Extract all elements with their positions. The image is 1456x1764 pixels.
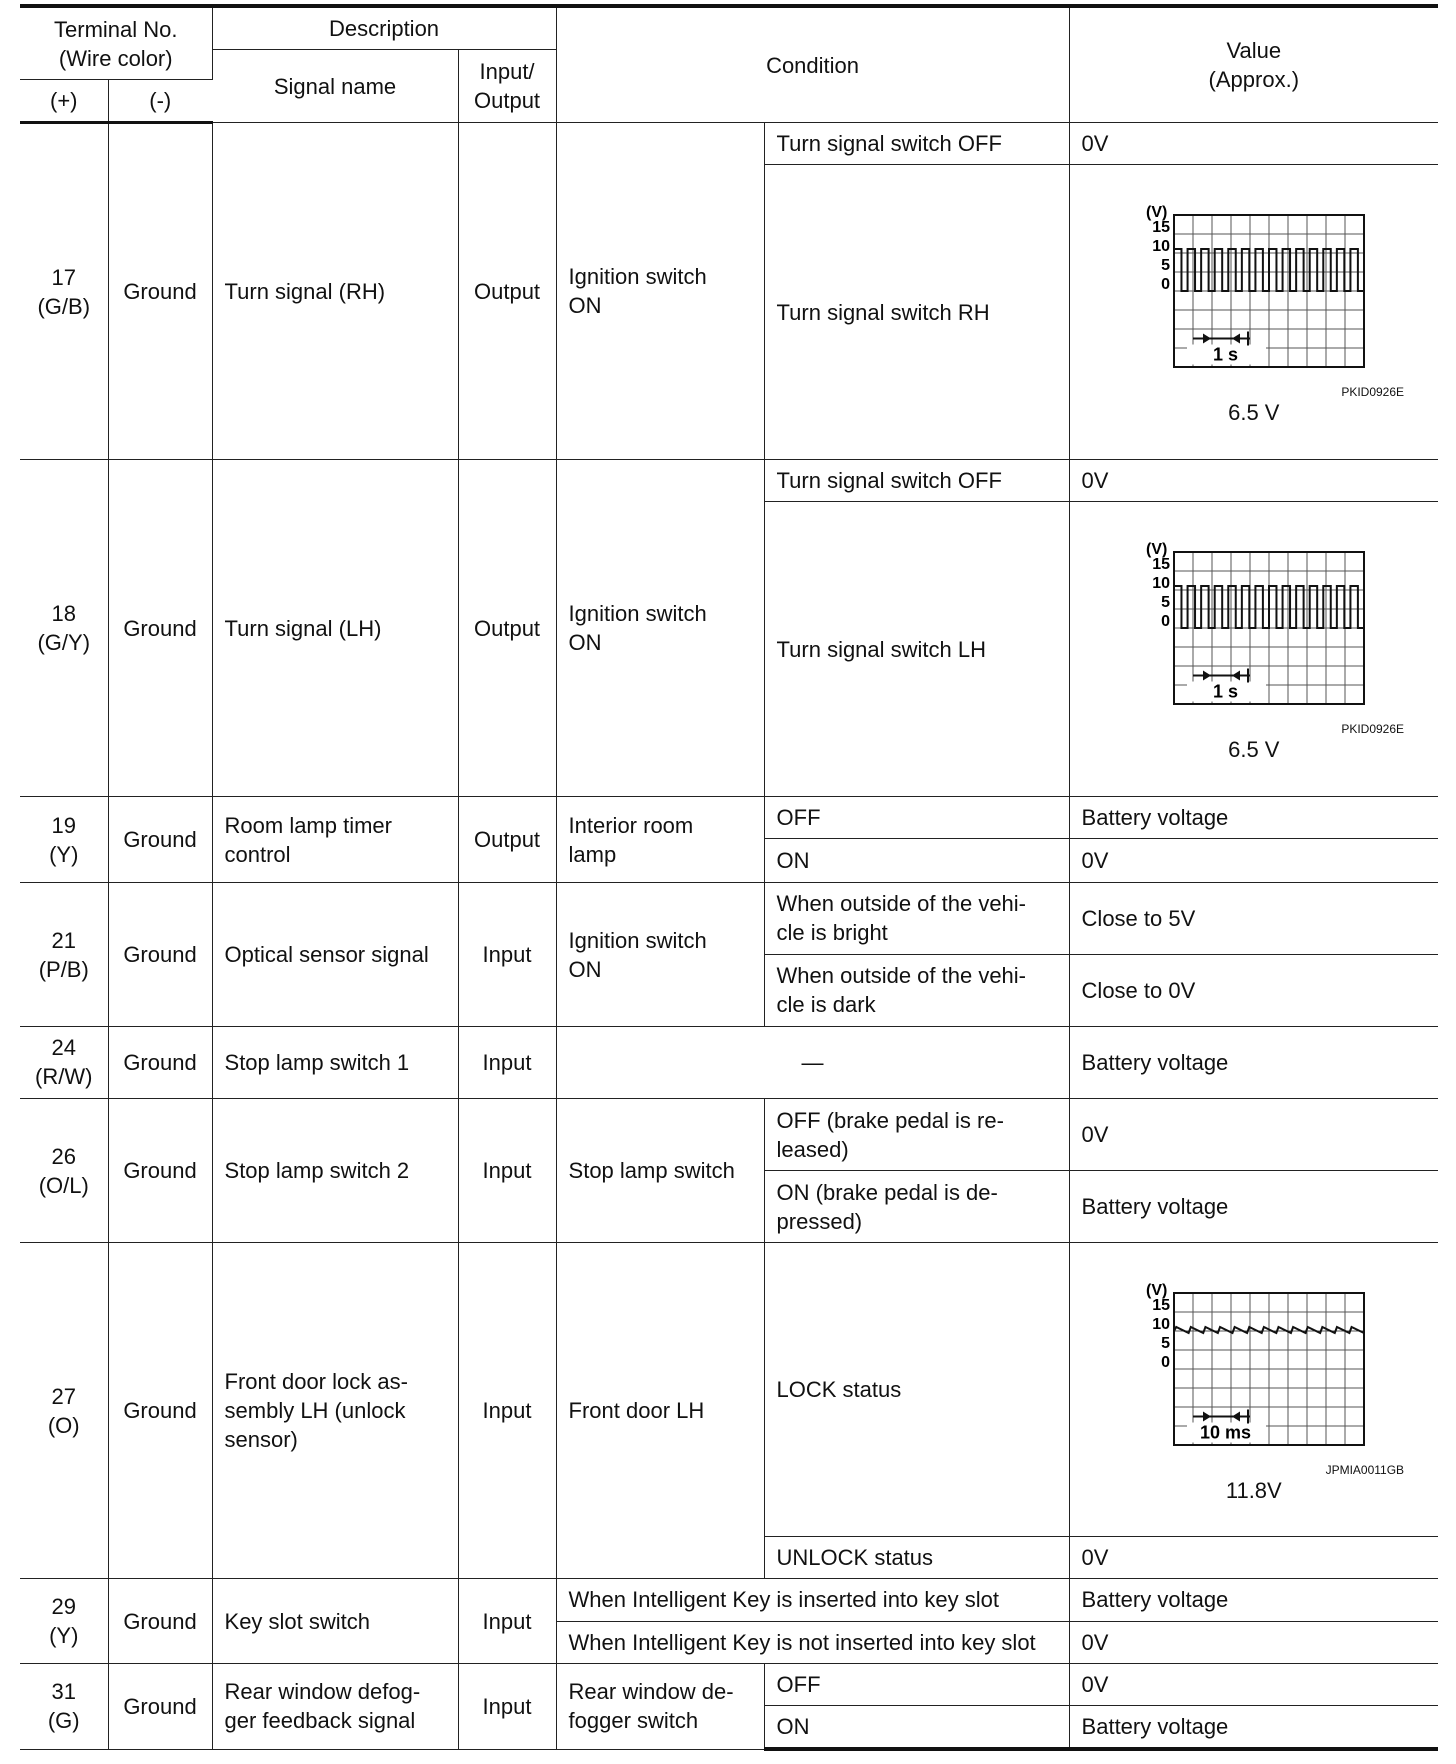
io-cell: Input [458, 1579, 556, 1663]
waveform-trace [1174, 249, 1364, 291]
terminal-spec-table [20, 4, 1438, 1751]
waveform-cell [1069, 1243, 1438, 1537]
sub-condition-cell: Turn signal switch OFF [764, 460, 1069, 502]
table-row [20, 123, 1438, 165]
waveform-value: 6.5 V [1228, 400, 1280, 426]
header-terminal-no: Terminal No. (Wire color) [20, 6, 212, 80]
terminal-cell: 19 (Y) [20, 797, 108, 883]
table-row [20, 883, 1438, 954]
signal-name-cell: Front door lock as- sembly LH (unlock sensor) [212, 1243, 458, 1579]
sub-condition-cell: ON [764, 839, 1069, 883]
header-plus: (+) [20, 80, 108, 123]
waveform-tick-label: 10 [1152, 238, 1170, 256]
signal-name-cell: Room lamp timer control [212, 797, 458, 883]
value-cell: Battery voltage [1069, 1026, 1438, 1098]
value-cell: 0V [1069, 839, 1438, 883]
io-cell: Input [458, 883, 556, 1026]
terminal-cell: 26 (O/L) [20, 1098, 108, 1242]
waveform-code: JPMIA0011GB [1325, 1462, 1405, 1477]
waveform-unit: (V) [1145, 204, 1168, 222]
waveform-tick-label: 15 [1152, 219, 1170, 237]
waveform-chart [1134, 197, 1374, 387]
waveform-tick-label: 15 [1152, 1296, 1170, 1314]
io-cell: Input [458, 1663, 556, 1749]
waveform-cell [1069, 165, 1438, 460]
condition-cell: Ignition switch ON [556, 123, 764, 460]
table-row [20, 1663, 1438, 1705]
waveform-tick-label: 0 [1160, 1353, 1170, 1371]
value-cell: Battery voltage [1069, 797, 1438, 839]
waveform-value: 11.8V [1225, 1477, 1282, 1503]
waveform-unit: (V) [1145, 541, 1168, 559]
value-cell: Close to 5V [1069, 883, 1438, 954]
header-minus: (-) [108, 80, 212, 123]
ground-cell: Ground [108, 1579, 212, 1663]
waveform-tick-label: 5 [1160, 1334, 1170, 1352]
waveform-tick-label: 10 [1152, 1315, 1170, 1333]
condition-cell: Interior room lamp [556, 797, 764, 883]
header-description: Description [212, 6, 556, 50]
table-row [20, 460, 1438, 502]
value-cell: 0V [1069, 460, 1438, 502]
terminal-cell: 17 (G/B) [20, 123, 108, 460]
header-signal-name: Signal name [212, 50, 458, 123]
signal-name-cell: Stop lamp switch 2 [212, 1098, 458, 1242]
waveform-tick-label: 0 [1160, 276, 1170, 294]
io-cell: Output [458, 123, 556, 460]
sub-condition-cell: Turn signal switch RH [764, 165, 1069, 460]
io-cell: Input [458, 1026, 556, 1098]
value-cell: 0V [1069, 1537, 1438, 1579]
ground-cell: Ground [108, 1243, 212, 1579]
io-cell: Input [458, 1098, 556, 1242]
ground-cell: Ground [108, 1026, 212, 1098]
waveform-tick-label: 15 [1152, 556, 1170, 574]
condition-cell: Ignition switch ON [556, 883, 764, 1026]
waveform-trace [1174, 586, 1364, 628]
timebase-label: 10 ms [1199, 1422, 1251, 1443]
ground-cell: Ground [108, 883, 212, 1026]
waveform-code: PKID0926E [1341, 722, 1405, 737]
sub-condition-cell: When outside of the vehi- cle is dark [764, 954, 1069, 1026]
waveform-tick-label: 5 [1160, 594, 1170, 612]
condition-cell: When Intelligent Key is not inserted into key slot [556, 1621, 1069, 1663]
signal-name-cell: Turn signal (RH) [212, 123, 458, 460]
sub-condition-cell: Turn signal switch OFF [764, 123, 1069, 165]
value-cell: Close to 0V [1069, 954, 1438, 1026]
sub-condition-cell: OFF [764, 1663, 1069, 1705]
timebase-label: 1 s [1212, 344, 1238, 365]
sub-condition-cell: OFF (brake pedal is re- leased) [764, 1098, 1069, 1170]
sub-condition-cell: UNLOCK status [764, 1537, 1069, 1579]
io-cell: Output [458, 460, 556, 797]
ground-cell: Ground [108, 1098, 212, 1242]
ground-cell: Ground [108, 460, 212, 797]
signal-name-cell: Stop lamp switch 1 [212, 1026, 458, 1098]
waveform-code: PKID0926E [1341, 385, 1405, 400]
table-row [20, 1243, 1438, 1537]
ground-cell: Ground [108, 797, 212, 883]
sub-condition-cell: Turn signal switch LH [764, 502, 1069, 797]
value-cell: Battery voltage [1069, 1579, 1438, 1621]
waveform-chart [1134, 534, 1374, 724]
terminal-cell: 31 (G) [20, 1663, 108, 1749]
waveform-unit: (V) [1145, 1281, 1168, 1299]
terminal-cell: 24 (R/W) [20, 1026, 108, 1098]
io-cell: Input [458, 1243, 556, 1579]
value-cell: 0V [1069, 1098, 1438, 1170]
waveform-tick-label: 10 [1152, 575, 1170, 593]
waveform-tick-label: 5 [1160, 257, 1170, 275]
signal-name-cell: Rear window defog- ger feedback signal [212, 1663, 458, 1749]
sub-condition-cell: OFF [764, 797, 1069, 839]
table-row [20, 797, 1438, 839]
waveform-value: 6.5 V [1228, 737, 1280, 763]
terminal-cell: 21 (P/B) [20, 883, 108, 1026]
condition-cell: Ignition switch ON [556, 460, 764, 797]
value-cell: 0V [1069, 1663, 1438, 1705]
table-row [20, 1579, 1438, 1621]
value-cell: Battery voltage [1069, 1705, 1438, 1749]
condition-cell: Stop lamp switch [556, 1098, 764, 1242]
terminal-cell: 27 (O) [20, 1243, 108, 1579]
signal-name-cell: Turn signal (LH) [212, 460, 458, 797]
sub-condition-cell: ON [764, 1705, 1069, 1749]
signal-name-cell: Key slot switch [212, 1579, 458, 1663]
sub-condition-cell: When outside of the vehi- cle is bright [764, 883, 1069, 954]
terminal-cell: 18 (G/Y) [20, 460, 108, 797]
header-value: Value (Approx.) [1069, 6, 1438, 123]
value-cell: Battery voltage [1069, 1171, 1438, 1243]
signal-name-cell: Optical sensor signal [212, 883, 458, 1026]
sub-condition-cell: LOCK status [764, 1243, 1069, 1537]
condition-cell: Rear window de- fogger switch [556, 1663, 764, 1749]
sub-condition-cell: ON (brake pedal is de- pressed) [764, 1171, 1069, 1243]
header-condition: Condition [556, 6, 1069, 123]
condition-cell: When Intelligent Key is inserted into key slot [556, 1579, 1069, 1621]
timebase-label: 1 s [1212, 681, 1238, 702]
ground-cell: Ground [108, 123, 212, 460]
waveform-chart [1134, 1275, 1374, 1465]
table-row [20, 1098, 1438, 1170]
io-cell: Output [458, 797, 556, 883]
condition-cell: — [556, 1026, 1069, 1098]
table-row [20, 1026, 1438, 1098]
waveform-cell [1069, 502, 1438, 797]
condition-cell: Front door LH [556, 1243, 764, 1579]
waveform-tick-label: 0 [1160, 613, 1170, 631]
header-input-output: Input/ Output [458, 50, 556, 123]
terminal-cell: 29 (Y) [20, 1579, 108, 1663]
value-cell: 0V [1069, 123, 1438, 165]
value-cell: 0V [1069, 1621, 1438, 1663]
ground-cell: Ground [108, 1663, 212, 1749]
